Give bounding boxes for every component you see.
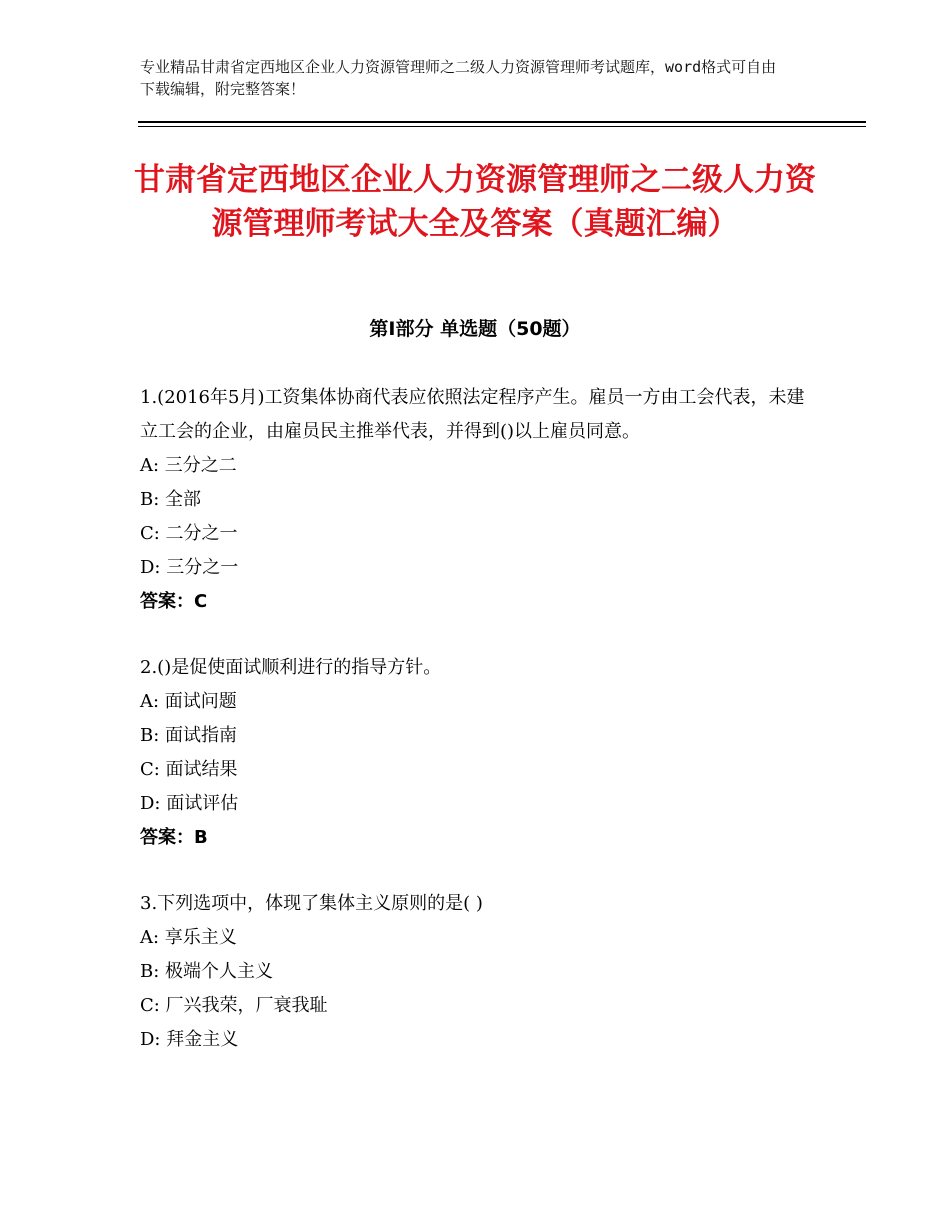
question-stem: 3.下列选项中，体现了集体主义原则的是( ) — [140, 893, 483, 914]
header-rule-thin — [138, 126, 866, 127]
section-title: 第Ⅰ部分 单选题（50题） — [369, 318, 581, 340]
answer: 答案：B — [140, 827, 208, 848]
answer: 答案：C — [140, 591, 208, 612]
option-d: D: 拜金主义 — [140, 1029, 239, 1050]
header-note: 专业精品甘肃省定西地区企业人力资源管理师之二级人力资源管理师考试题库，word格式可自由下载编辑，附完整答案！ — [140, 58, 777, 98]
option-d: D: 三分之一 — [140, 557, 239, 578]
option-c: C: 二分之一 — [140, 523, 238, 544]
question-stem: 1.(2016年5月)工资集体协商代表应依照法定程序产生。雇员一方由工会代表，未建立工会的企业，由雇员民主推举代表，并得到()以上雇员同意。 — [140, 387, 805, 442]
question-3 — [140, 887, 820, 1057]
option-a: A: 享乐主义 — [140, 927, 237, 948]
document-title: 甘肃省定西地区企业人力资源管理师之二级人力资源管理师考试大全及答案（真题汇编） — [134, 162, 816, 242]
option-a: A: 三分之二 — [140, 455, 237, 476]
question-1 — [140, 381, 820, 619]
question-list — [140, 381, 820, 1089]
option-c: C: 面试结果 — [140, 759, 238, 780]
question-2 — [140, 651, 820, 855]
option-a: A: 面试问题 — [140, 691, 237, 712]
option-b: B: 全部 — [140, 489, 202, 510]
question-stem: 2.()是促使面试顺利进行的指导方针。 — [140, 657, 442, 678]
option-b: B: 面试指南 — [140, 725, 238, 746]
option-d: D: 面试评估 — [140, 793, 239, 814]
header-rule-thick — [138, 121, 866, 123]
option-b: B: 极端个人主义 — [140, 961, 274, 982]
option-c: C: 厂兴我荣，厂衰我耻 — [140, 995, 328, 1016]
